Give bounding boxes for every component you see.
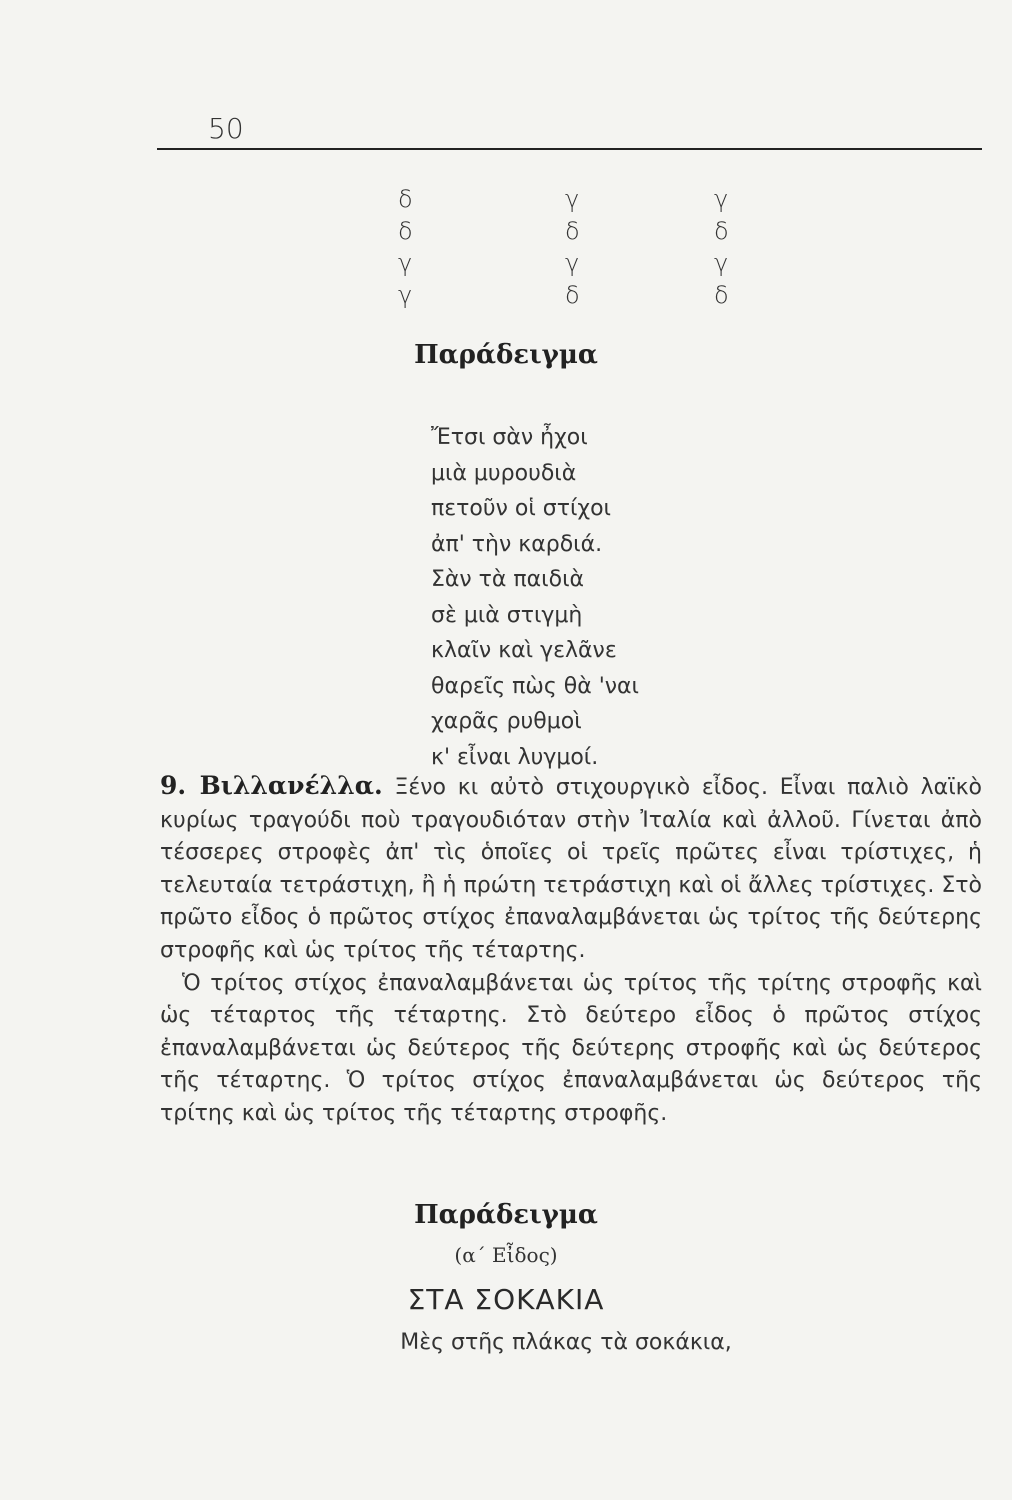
example-heading: Παράδειγμα [414,340,598,370]
scheme-cell: δ [714,281,729,309]
poem-line: σὲ μιὰ στιγμὴ [431,602,583,628]
section-paragraph: Ὁ τρίτος στίχος ἐπαναλαμβάνεται ὡς τρίτος τῆς τρίτης στροφῆς καὶ ὡς τέταρτος τῆς τέταρτης. Στὸ δεύτερο εἶδος ὁ πρῶτος στίχος ἐπαναλαμβάνεται ὡς δεύτερος τῆς δεύτερης στροφῆς καὶ ὡς δεύτερος τῆς τέταρτης. Ὁ τρίτος στίχος ἐπαναλαμβάνεται ὡς δεύτερος τῆς τρίτης καὶ ὡς τρίτος τῆς τέταρτης στροφῆς. [160,970,982,1126]
scheme-cell: γ [565,249,580,277]
scheme-cell: δ [565,217,580,245]
poem-line: μιὰ μυρουδιὰ [431,460,577,486]
example2-heading: Παράδειγμα [414,1200,598,1230]
section-villanelle [160,770,982,1131]
scheme-cell: δ [714,217,729,245]
poem-title: ΣΤΑ ΣΟΚΑΚΙΑ [407,1283,605,1316]
section-paragraph [160,770,982,968]
scheme-cell: δ [398,185,413,213]
poem-line: κλαῖν καὶ γελᾶνε [431,638,617,663]
header-rule [157,148,982,150]
scheme-cell: γ [714,249,729,277]
scheme-cell: δ [565,281,580,309]
poem-line: χαρᾶς ρυθμοὶ [431,709,582,734]
section-heading [160,771,383,800]
poem-line: Ἔτσι σὰν ἦχοι [431,425,588,450]
scheme-cell: γ [398,281,413,309]
scheme-cell: γ [714,185,729,213]
scheme-cell: γ [565,185,580,213]
scheme-cell: γ [398,249,413,277]
section-number: 9. [160,771,187,800]
section-title: Βιλλανέλλα. [199,771,383,800]
example2-subheading: (α΄ Εἶδος) [454,1243,558,1267]
poem-line: θαρεῖς πὼς θὰ 'ναι [431,673,639,699]
poem-line: πετοῦν οἱ στίχοι [431,496,611,521]
poem-line: ἀπ' τὴν καρδιά. [431,531,603,557]
section-body: Ξένο κι αὐτὸ στιχουργικὸ εἶδος. Εἶναι παλιὸ λαϊκὸ κυρίως τραγούδι ποὺ τραγουδιόταν στὴν Ἰταλία καὶ ἀλλοῦ. Γίνεται ἀπὸ τέσσερες στροφὲς ἀπ' τὶς ὁποῖες οἱ τρεῖς πρῶτες εἶναι τρίστιχες, ἡ τελευταία τετράστιχη, ἢ ἡ πρώτη τετράστιχη καὶ οἱ ἄλλες τρίστιχες. Στὸ πρῶτο εἶδος ὁ πρῶτος στίχος ἐπαναλαμβάνεται ὡς τρίτος τῆς δεύτερης στροφῆς καὶ ὡς τρίτος τῆς τέταρτης. [160,775,982,963]
example-poem [431,420,639,775]
poem-line: Σὰν τὰ παιδιὰ [431,567,585,592]
scheme-cell: δ [398,217,413,245]
page-number: 50 [208,112,244,145]
poem-first-line: Μὲς στῆς πλάκας τὰ σοκάκια, [400,1330,732,1355]
poem-line: κ' εἶναι λυγμοί. [431,744,599,770]
